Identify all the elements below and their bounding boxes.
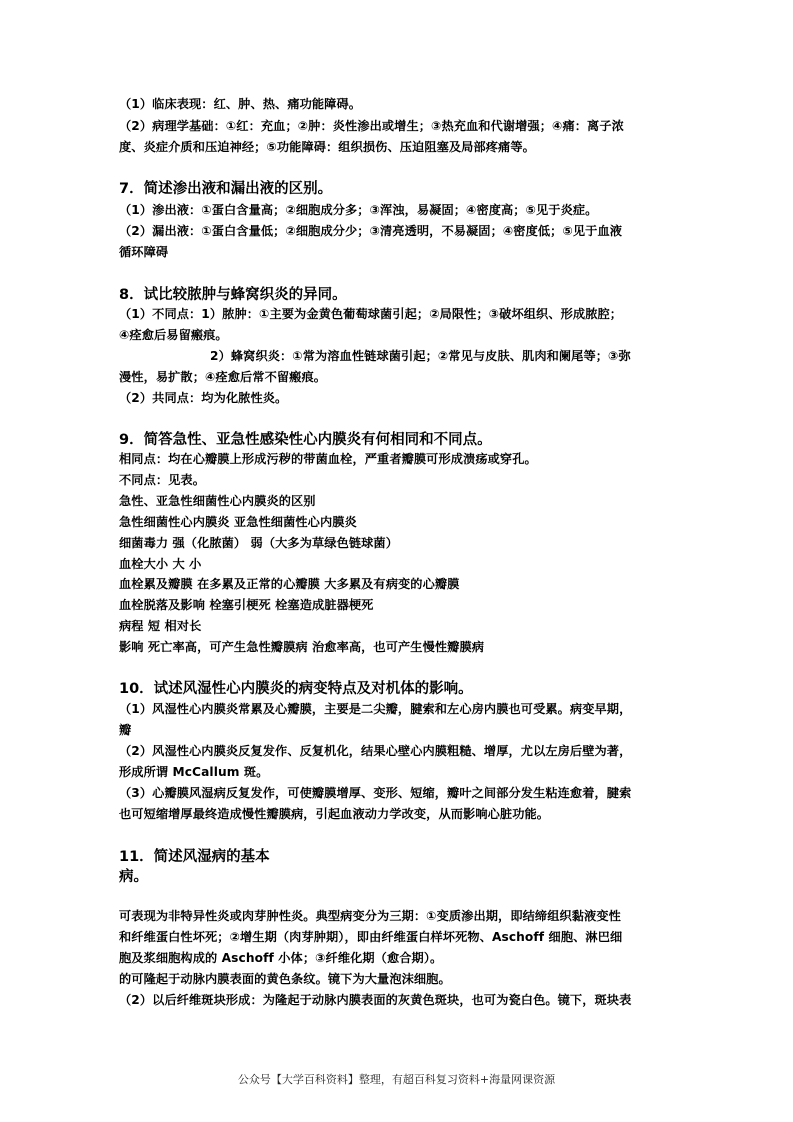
page-footer: 公众号【大学百科资料】整理，有超百科复习资料+海量网课资源: [237, 1073, 556, 1086]
text-line: 的可隆起于动脉内膜表面的黄色条纹。镜下为大量泡沫细胞。: [119, 972, 451, 986]
text-line: 不同点：见表。: [119, 473, 206, 487]
text-line: （1）不同点：1）脓肿：①主要为金黄色葡萄球菌引起；②局限性；③破坏组织、形成脓腔；: [119, 307, 623, 321]
text-line: 漫性，易扩散；④痊愈后常不留瘢痕。: [119, 370, 327, 384]
text-line: （1）风湿性心内膜炎常累及心瓣膜，主要是二尖瓣，腱索和左心房内膜也可受累。病变早期，: [119, 702, 632, 716]
section-heading-10: 10．试述风湿性心内膜炎的病变特点及对机体的影响。: [119, 681, 473, 697]
text-line: （2）病理学基础：①红：充血；②肿：炎性渗出或增生；③热充血和代谢增强；④痛：离子浓: [119, 119, 624, 133]
text-line: 血栓累及瓣膜 在多累及正常的心瓣膜 大多累及有病变的心瓣膜: [119, 577, 460, 591]
section-heading-11-cont: 病。: [119, 869, 148, 885]
text-line: 和纤维蛋白性坏死；②增生期（肉芽肿期），即由纤维蛋白样坏死物、Aschoff 细胞、淋巴细: [119, 930, 623, 944]
text-line: 血栓大小 大 小: [119, 557, 202, 571]
text-line: 急性、亚急性细菌性心内膜炎的区别: [119, 494, 316, 508]
text-line: 胞及浆细胞构成的 Aschoff 小体；③纤维化期（愈合期）。: [119, 951, 443, 965]
text-line: 度、炎症介质和压迫神经；⑤功能障碍：组织损伤、压迫阻塞及局部疼痛等。: [119, 140, 535, 154]
text-line: （2）共同点：均为化脓性炎。: [119, 391, 288, 405]
text-line: 形成所谓 McCallum 斑。: [119, 765, 269, 779]
section-heading-9: 9．简答急性、亚急性感染性心内膜炎有何相同和不同点。: [119, 432, 492, 448]
text-line: 细菌毒力 强（化脓菌） 弱（大多为草绿色链球菌）: [119, 536, 399, 550]
section-heading-11: 11．简述风湿病的基本: [119, 849, 270, 865]
text-line: （2）风湿性心内膜炎反复发作、反复机化，结果心壁心内膜粗糙、增厚，尤以左房后壁为著，: [119, 744, 632, 758]
text-line: （2）漏出液：①蛋白含量低；②细胞成分少；③清亮透明，不易凝固；④密度低；⑤见于血液: [119, 224, 623, 238]
text-line: 病程 短 相对长: [119, 619, 202, 633]
text-line: 可表现为非特异性炎或肉芽肿性炎。典型病变分为三期：①变质渗出期，即结缔组织黏液变性: [119, 909, 621, 923]
text-line: 相同点：均在心瓣膜上形成污秽的带菌血栓，严重者瓣膜可形成溃疡或穿孔。: [119, 452, 537, 466]
text-line: 循环障碍: [119, 245, 169, 259]
text-line: 2）蜂窝织炎：①常为溶血性链球菌引起；②常见与皮肤、肌肉和阑尾等；③弥: [210, 349, 631, 363]
section-heading-8: 8．试比较脓肿与蜂窝织炎的异同。: [119, 287, 347, 303]
text-line: 瓣: [119, 723, 132, 737]
text-line: （2）以后纤维斑块形成：为隆起于动脉内膜表面的灰黄色斑块，也可为瓷白色。镜下，斑块表: [119, 993, 632, 1007]
text-line: 影响 死亡率高，可产生急性瓣膜病 治愈率高，也可产生慢性瓣膜病: [119, 640, 485, 654]
text-line: 也可短缩增厚最终造成慢性瓣膜病，引起血液动力学改变，从而影响心脏功能。: [119, 807, 550, 821]
text-line: 急性细菌性心内膜炎 亚急性细菌性心内膜炎: [119, 515, 357, 529]
text-line: （1）临床表现：红、肿、热、痛功能障碍。: [119, 97, 362, 111]
text-line: （3）心瓣膜风湿病反复发作，可使瓣膜增厚、变形、短缩，瓣叶之间部分发生粘连愈着，腱索: [119, 786, 632, 800]
text-line: 血栓脱落及影响 栓塞引梗死 栓塞造成脏器梗死: [119, 598, 374, 612]
text-line: ④痊愈后易留瘢痕。: [119, 328, 228, 342]
section-heading-7: 7．简述渗出液和漏出液的区别。: [119, 181, 333, 197]
text-line: （1）渗出液：①蛋白含量高；②细胞成分多；③浑浊，易凝固；④密度高；⑤见于炎症。: [119, 203, 598, 217]
